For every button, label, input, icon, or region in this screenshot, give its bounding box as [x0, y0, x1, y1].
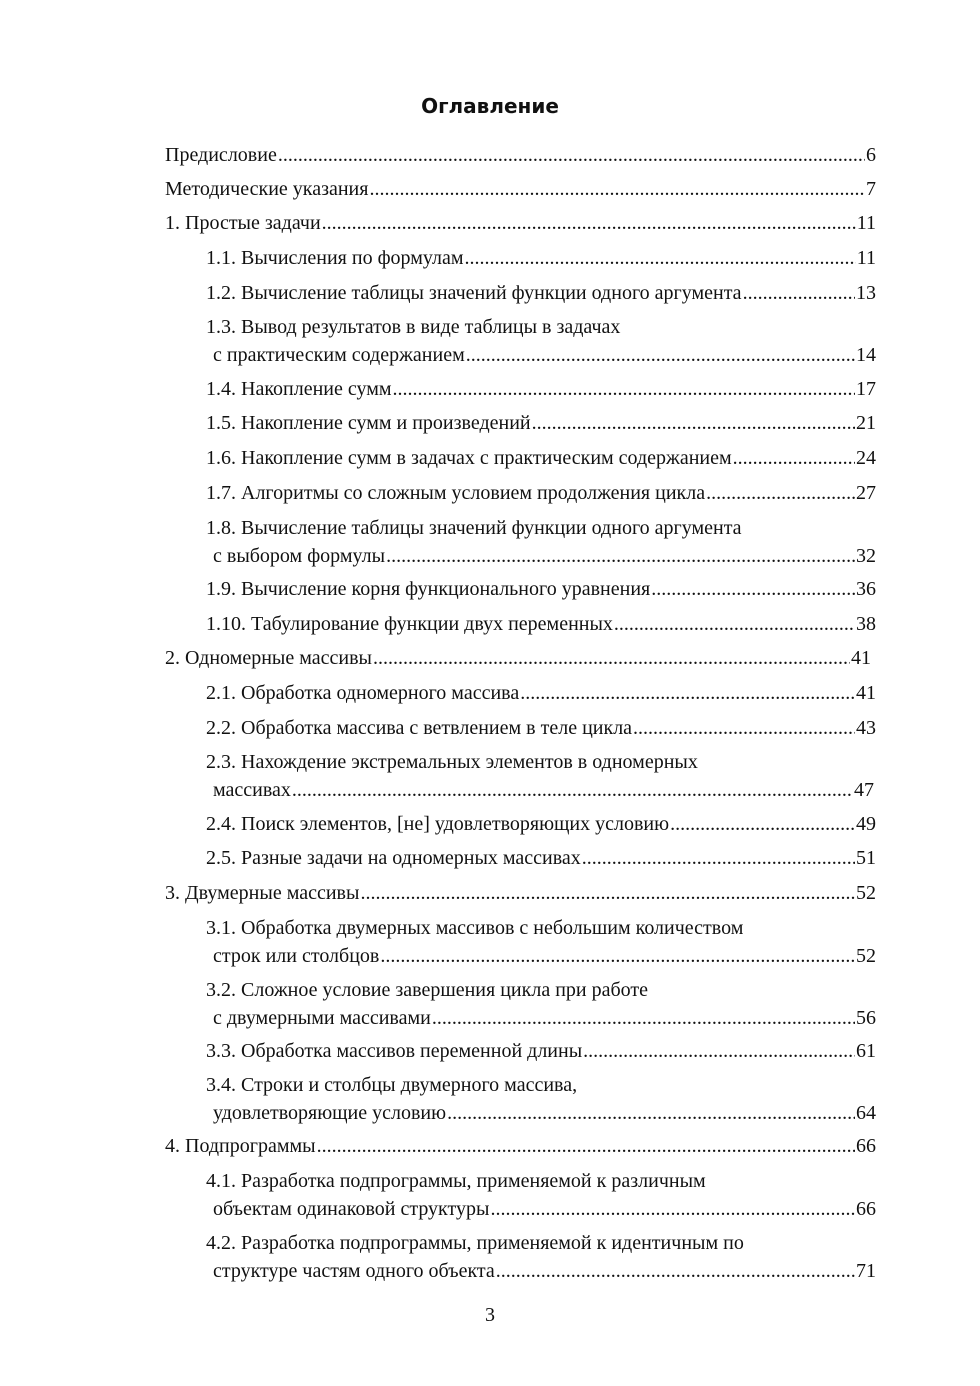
toc-entry-text: 1.9. Вычисление корня функционального уравнения — [206, 578, 651, 600]
leader-dots — [360, 881, 855, 906]
toc-entry-text: 2.5. Разные задачи на одномерных массивах — [206, 847, 581, 869]
toc-entry-page: 64 — [856, 1102, 876, 1124]
leader-dots — [520, 681, 855, 706]
toc-entry[interactable] — [206, 411, 876, 436]
toc-entry[interactable] — [206, 516, 876, 569]
leader-dots — [733, 446, 855, 471]
toc-entry-text-line1: 4.2. Разработка подпрограммы, применяемой к идентичным по — [206, 1232, 744, 1254]
leader-dots — [380, 944, 855, 969]
toc-entry[interactable] — [206, 315, 876, 368]
toc-entry-text: 2.4. Поиск элементов, [не] удовлетворяющих условию — [206, 813, 670, 835]
toc-entry-page: 7 — [866, 178, 876, 200]
toc-entry[interactable] — [206, 681, 876, 706]
leader-dots — [583, 1039, 855, 1064]
toc-entry-text: строк или столбцов — [213, 945, 380, 967]
leader-dots — [432, 1006, 855, 1031]
toc-entry[interactable] — [206, 1073, 876, 1126]
toc-entry-text-line1: 3.4. Строки и столбцы двумерного массива, — [206, 1074, 578, 1096]
leader-dots — [670, 812, 855, 837]
toc-entry-page: 41 — [851, 647, 871, 669]
toc-entry[interactable] — [206, 281, 876, 306]
toc-entry-page: 66 — [856, 1198, 876, 1220]
toc-entry[interactable] — [165, 177, 876, 202]
toc-entry-page: 38 — [856, 613, 876, 635]
toc-entry-text: с двумерными массивами — [213, 1007, 431, 1029]
toc-entry-text: 2.1. Обработка одномерного массива — [206, 682, 520, 704]
toc-entry[interactable] — [165, 646, 871, 671]
toc-entry[interactable] — [206, 1039, 876, 1064]
toc-entry[interactable] — [165, 143, 876, 168]
toc-entry-page: 41 — [856, 682, 876, 704]
toc-entry-text-line1: 3.2. Сложное условие завершения цикла при работе — [206, 979, 649, 1001]
leader-dots — [582, 846, 855, 871]
toc-entry-text: 1.4. Накопление сумм — [206, 378, 392, 400]
toc-entry-text: с практическим содержанием — [213, 344, 465, 366]
toc-entry-text: 3. Двумерные массивы — [165, 882, 360, 904]
toc-entry-text: 1.10. Табулирование функции двух переменных — [206, 613, 613, 635]
toc-entry-text: структуре частям одного объекта — [213, 1260, 495, 1282]
toc-entry-text: массивах — [213, 779, 291, 801]
toc-entry[interactable] — [206, 716, 876, 741]
toc-entry-text: с выбором формулы — [213, 545, 386, 567]
toc-entry-text: 1.5. Накопление сумм и произведений — [206, 412, 531, 434]
toc-entry-text: 1.1. Вычисления по формулам — [206, 247, 464, 269]
toc-entry-text-line1: 3.1. Обработка двумерных массивов с небольшим количеством — [206, 917, 744, 939]
toc-entry-text-line1: 1.8. Вычисление таблицы значений функции одного аргумента — [206, 517, 742, 539]
leader-dots — [465, 246, 856, 271]
leader-dots — [614, 612, 855, 637]
leader-dots — [447, 1101, 855, 1126]
toc-entry-page: 52 — [856, 945, 876, 967]
toc-entry-page: 47 — [854, 779, 874, 801]
toc-entry[interactable] — [206, 750, 874, 803]
toc-entry[interactable] — [206, 577, 876, 602]
leader-dots — [373, 646, 850, 671]
toc-entry[interactable] — [206, 1231, 876, 1284]
page-number: 3 — [485, 1304, 495, 1326]
toc-entry-text: 1.2. Вычисление таблицы значений функции одного аргумента — [206, 282, 742, 304]
toc-entry[interactable] — [165, 881, 876, 906]
toc-entry-page: 32 — [856, 545, 876, 567]
toc-entry-text-line1: 4.1. Разработка подпрограммы, применяемой к различным — [206, 1170, 706, 1192]
leader-dots — [532, 411, 855, 436]
toc-entry-text: 1.7. Алгоритмы со сложным условием продолжения цикла — [206, 482, 706, 504]
toc-entry-page: 21 — [856, 412, 876, 434]
toc-entry[interactable] — [206, 916, 876, 969]
leader-dots — [496, 1259, 855, 1284]
toc-entry[interactable] — [206, 481, 876, 506]
toc-title: Оглавление — [421, 94, 559, 118]
toc-entry-page: 24 — [856, 447, 876, 469]
toc-entry-text: объектам одинаковой структуры — [213, 1198, 490, 1220]
leader-dots — [490, 1197, 855, 1222]
toc-entry-text-line1: 2.3. Нахождение экстремальных элементов в одномерных — [206, 751, 698, 773]
toc-entry-page: 11 — [856, 212, 876, 234]
leader-dots — [393, 377, 855, 402]
leader-dots — [317, 1134, 855, 1159]
toc-entry[interactable] — [165, 1134, 876, 1159]
toc-entry-text: 2. Одномерные массивы — [165, 647, 372, 669]
toc-entry[interactable] — [206, 446, 876, 471]
leader-dots — [743, 281, 855, 306]
toc-entry-text: Методические указания — [165, 178, 369, 200]
toc-entry-page: 71 — [856, 1260, 876, 1282]
leader-dots — [633, 716, 855, 741]
toc-entry-page: 27 — [856, 482, 876, 504]
toc-entry-text: 2.2. Обработка массива с ветвлением в теле цикла — [206, 717, 633, 739]
toc-entry[interactable] — [165, 211, 876, 236]
toc-entry[interactable] — [206, 612, 876, 637]
toc-entry[interactable] — [206, 978, 876, 1031]
toc-entry-page: 61 — [856, 1040, 876, 1062]
toc-entry-page: 49 — [856, 813, 876, 835]
leader-dots — [292, 778, 853, 803]
toc-entry-page: 11 — [856, 247, 876, 269]
toc-entry-text: Предисловие — [165, 144, 277, 166]
toc-entry-text-line1: 1.3. Вывод результатов в виде таблицы в задачах — [206, 316, 621, 338]
leader-dots — [651, 577, 855, 602]
toc-entry[interactable] — [206, 377, 876, 402]
toc-entry-text: 1.6. Накопление сумм в задачах с практическим содержанием — [206, 447, 732, 469]
leader-dots — [386, 544, 855, 569]
toc-entry[interactable] — [206, 246, 876, 271]
toc-entry-page: 52 — [856, 882, 876, 904]
toc-entry-text: 1. Простые задачи — [165, 212, 321, 234]
toc-entry[interactable] — [206, 812, 876, 837]
leader-dots — [369, 177, 865, 202]
toc-entry[interactable] — [206, 1169, 876, 1222]
toc-entry-page: 17 — [856, 378, 876, 400]
toc-entry-text: 4. Подпрограммы — [165, 1135, 316, 1157]
toc-entry-text: удовлетворяющие условию — [213, 1102, 447, 1124]
leader-dots — [466, 343, 855, 368]
toc-entry-page: 14 — [856, 344, 876, 366]
toc-entry-page: 43 — [856, 717, 876, 739]
toc-entry-page: 6 — [866, 144, 876, 166]
toc-entry[interactable] — [206, 846, 876, 871]
toc-entry-text: 3.3. Обработка массивов переменной длины — [206, 1040, 583, 1062]
toc-entry-page: 36 — [856, 578, 876, 600]
toc-entry-page: 66 — [856, 1135, 876, 1157]
toc-entry-page: 51 — [856, 847, 876, 869]
toc-entry-page: 13 — [856, 282, 876, 304]
leader-dots — [278, 143, 865, 168]
leader-dots — [706, 481, 855, 506]
leader-dots — [322, 211, 856, 236]
toc-entry-page: 56 — [856, 1007, 876, 1029]
